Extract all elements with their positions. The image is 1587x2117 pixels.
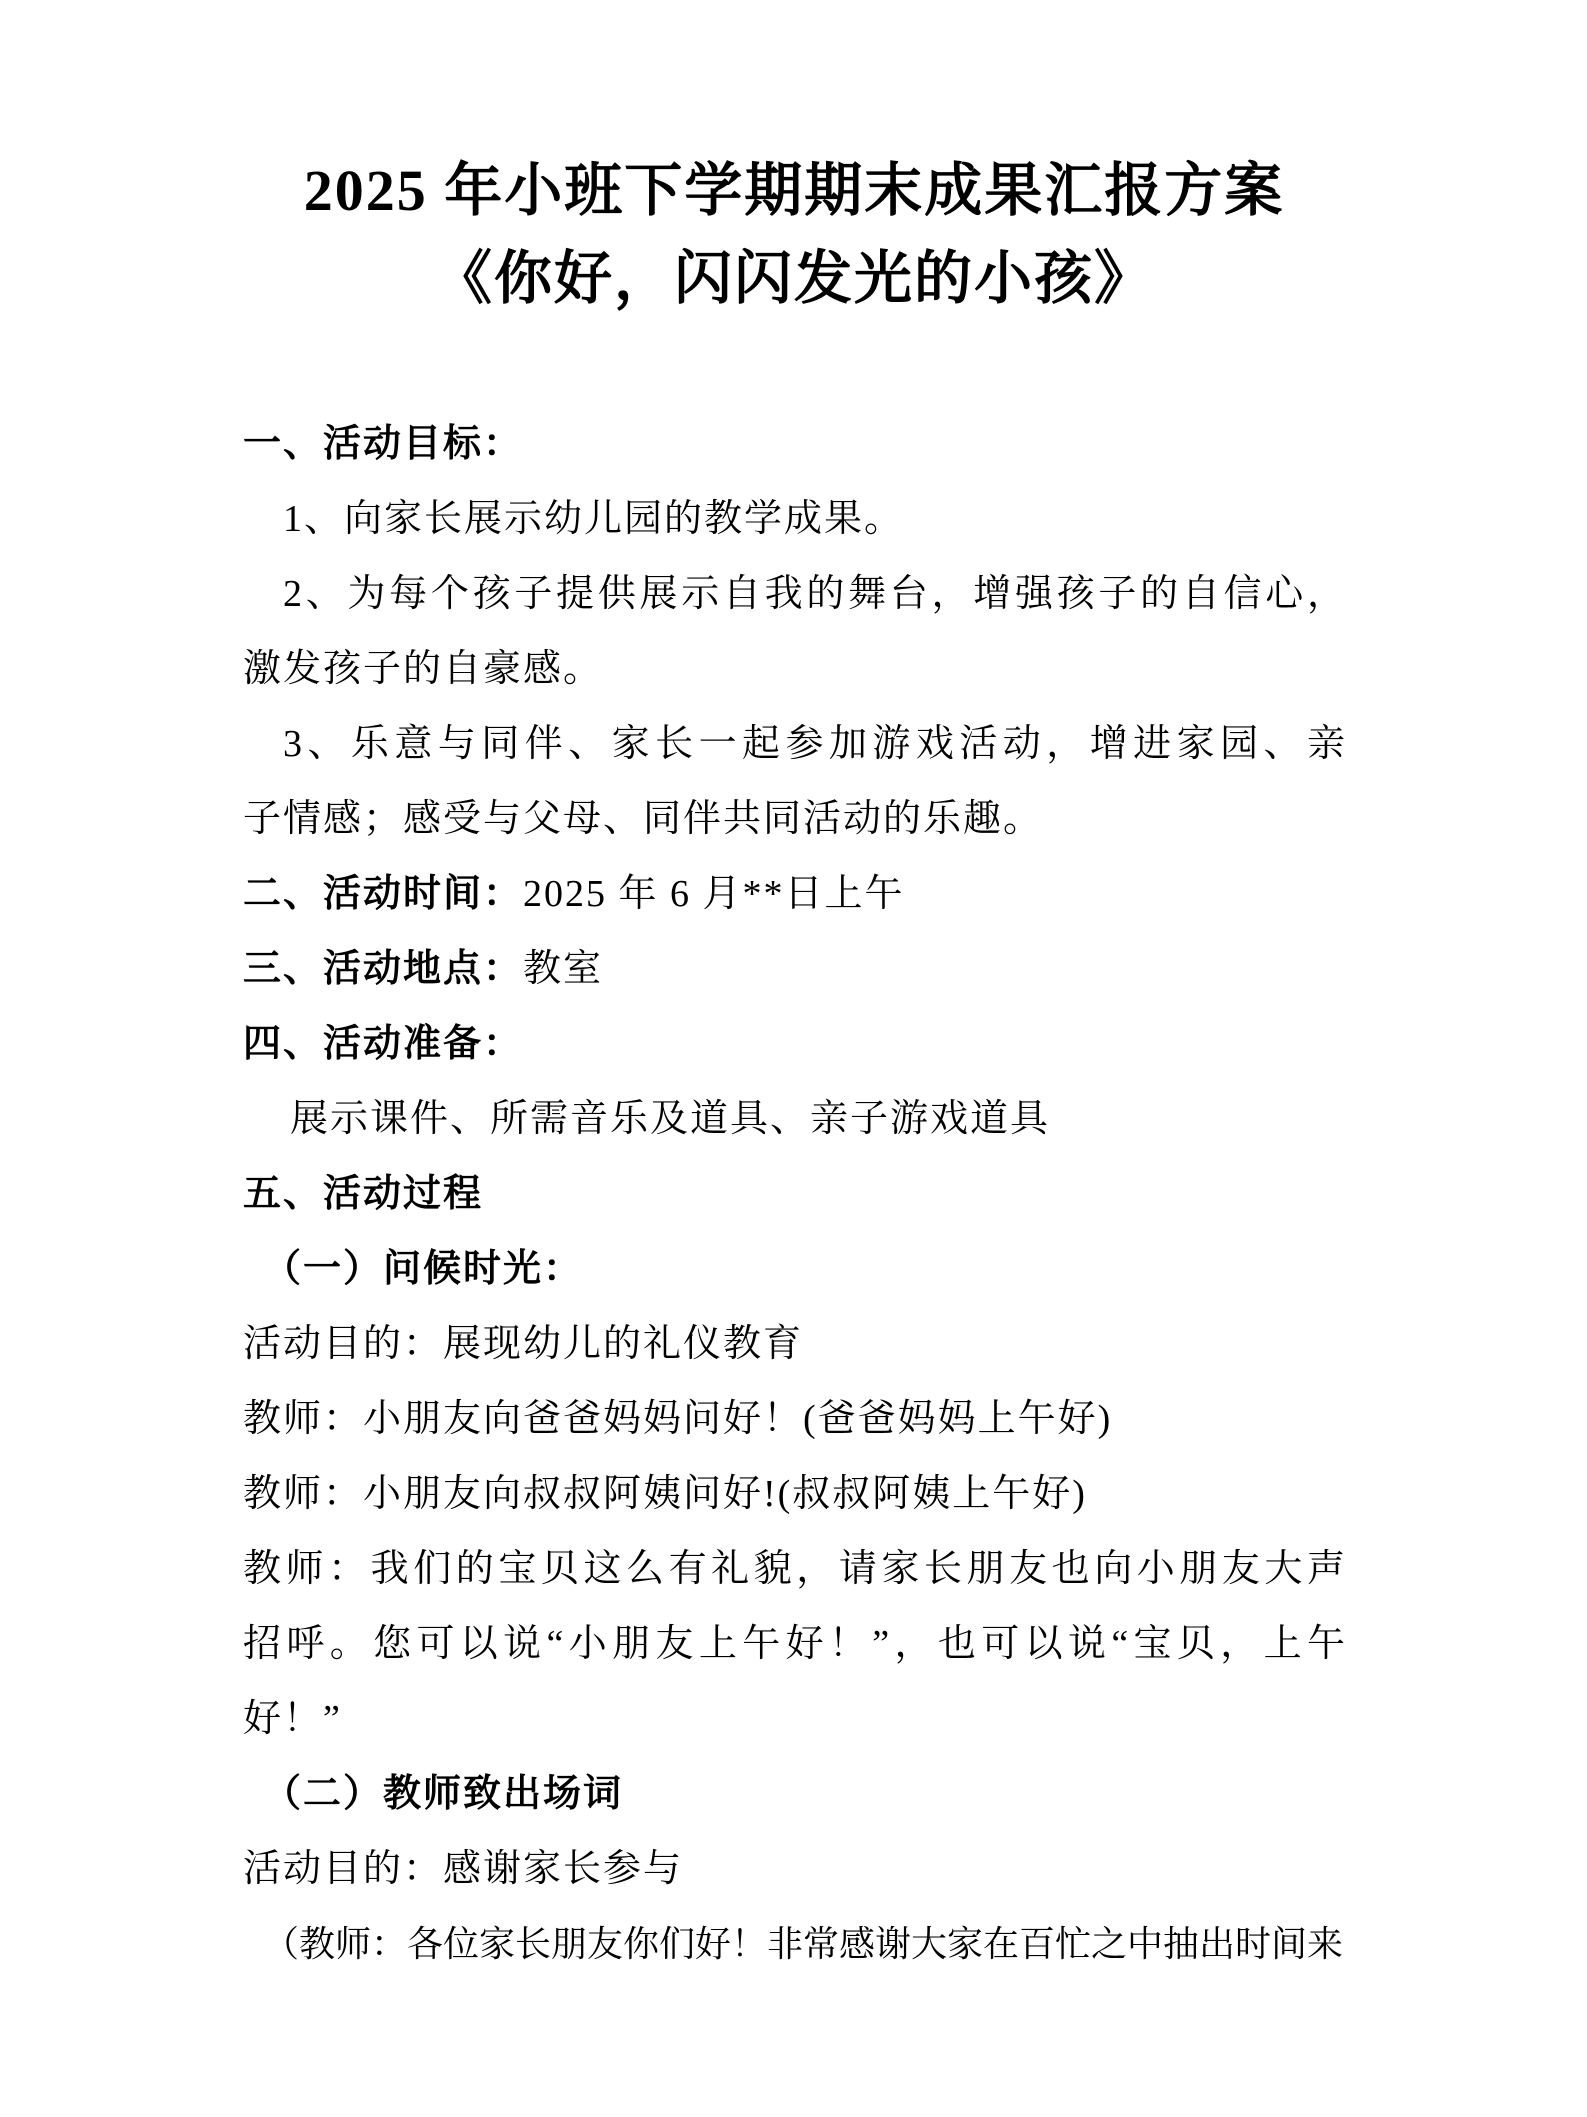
body-run: 2025 年 6 月**日上午 — [523, 873, 905, 915]
text-line — [243, 1007, 1345, 1082]
body-run: 好！” — [243, 1698, 342, 1740]
document-body — [243, 407, 1345, 1982]
body-run: 1、向家长展示幼儿园的教学成果。 — [283, 498, 905, 540]
body-run: 3、乐意与同伴、家长一起参加游戏活动，增进家园、亲 — [283, 723, 1345, 765]
text-line — [243, 707, 1345, 782]
text-line — [243, 1457, 1345, 1532]
body-run: 教师：小朋友向爸爸妈妈问好！(爸爸妈妈上午好) — [243, 1398, 1113, 1440]
heading-run: （一）问候时光： — [263, 1248, 584, 1290]
text-line — [243, 1607, 1345, 1682]
body-run: 教师：小朋友向叔叔阿姨问好!(叔叔阿姨上午好) — [243, 1473, 1087, 1515]
body-run: 教室 — [523, 948, 604, 990]
text-line — [243, 1082, 1345, 1157]
title-line-2: 《你好，闪闪发光的小孩》 — [433, 246, 1154, 311]
heading-run: 一、活动目标： — [243, 423, 524, 465]
text-line — [243, 932, 1345, 1007]
text-line — [243, 632, 1345, 707]
text-line — [243, 557, 1345, 632]
text-line — [243, 407, 1345, 482]
text-line — [243, 782, 1345, 857]
heading-run: 三、活动地点： — [243, 948, 524, 990]
text-line — [243, 1382, 1345, 1457]
text-line — [243, 1832, 1345, 1907]
body-run: 活动目的：展现幼儿的礼仪教育 — [243, 1323, 804, 1365]
body-run: 展示课件、所需音乐及道具、亲子游戏道具 — [290, 1098, 1051, 1140]
body-run: 活动目的：感谢家长参与 — [243, 1848, 684, 1890]
document-title — [243, 147, 1345, 323]
text-line — [243, 1757, 1345, 1832]
text-line — [243, 1682, 1345, 1757]
title-line-1: 2025 年小班下学期期末成果汇报方案 — [303, 158, 1285, 223]
body-run: 2、为每个孩子提供展示自我的舞台，增强孩子的自信心， — [283, 573, 1345, 615]
heading-run: 四、活动准备： — [243, 1023, 524, 1065]
heading-run: 五、活动过程 — [243, 1173, 484, 1215]
text-line — [243, 1307, 1345, 1382]
heading-run: （二）教师致出场词 — [263, 1773, 624, 1815]
text-line — [243, 857, 1345, 932]
text-line — [243, 1532, 1345, 1607]
text-line — [243, 482, 1345, 557]
body-run: 子情感；感受与父母、同伴共同活动的乐趣。 — [243, 798, 1044, 840]
body-run: 教师：我们的宝贝这么有礼貌，请家长朋友也向小朋友大声 — [243, 1548, 1345, 1590]
body-run: （教师：各位家长朋友你们好！非常感谢大家在百忙之中抽出时间来 — [263, 1924, 1344, 1964]
body-run: 招呼。您可以说“小朋友上午好！”，也可以说“宝贝，上午 — [243, 1623, 1345, 1665]
text-line — [243, 1157, 1345, 1232]
text-line — [243, 1907, 1345, 1982]
heading-run: 二、活动时间： — [243, 873, 524, 915]
text-line — [243, 1232, 1345, 1307]
body-run: 激发孩子的自豪感。 — [243, 648, 604, 690]
